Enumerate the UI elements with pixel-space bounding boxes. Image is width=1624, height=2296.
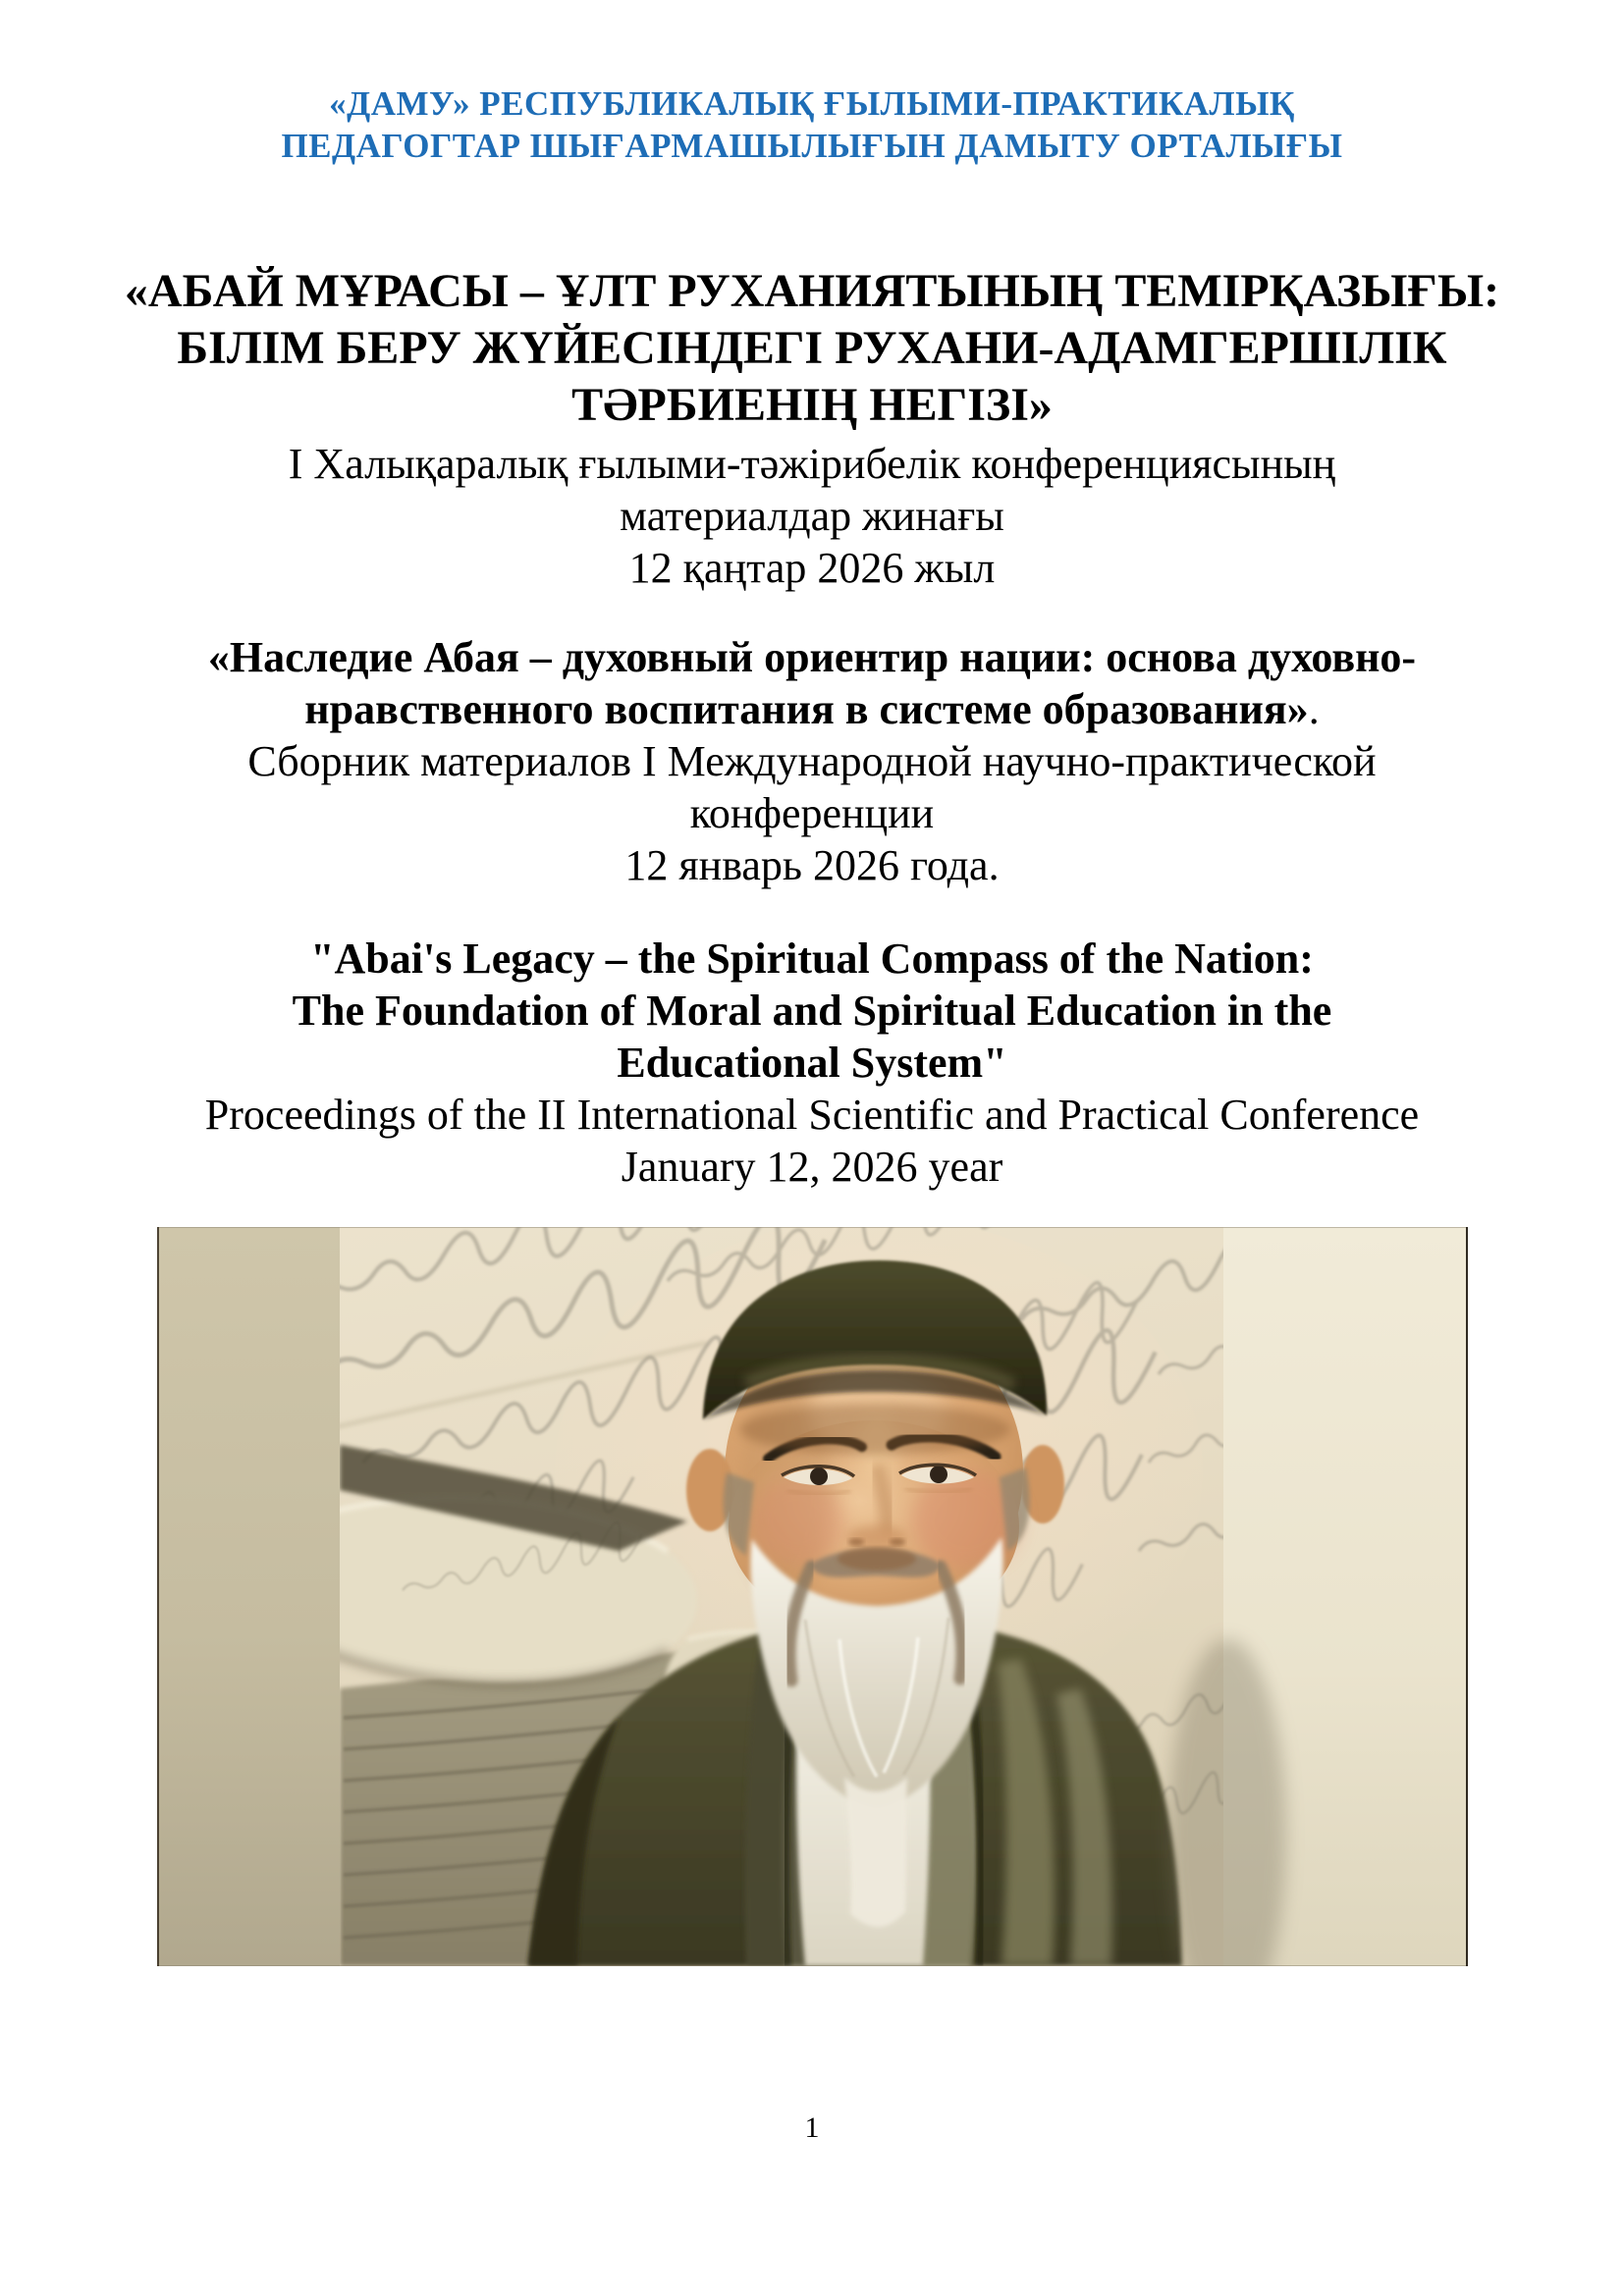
russian-title-line-1: «Наследие Абая – духовный ориентир нации: основа духовно-: [207, 633, 1417, 681]
kazakh-subtitle: [0, 438, 1624, 594]
russian-title-line-2-text: нравственного воспитания в системе образования»: [304, 685, 1309, 733]
russian-section: [0, 631, 1624, 891]
english-date: January 12, 2026 year: [621, 1143, 1003, 1191]
english-title-line-2: The Foundation of Moral and Spiritual Education in the: [292, 987, 1332, 1035]
russian-date: 12 январь 2026 года.: [624, 841, 1000, 889]
kazakh-date: 12 қаңтар 2026 жыл: [628, 544, 996, 592]
kazakh-title-line-3: ТӘРБИЕНІҢ НЕГІЗІ»: [571, 379, 1053, 431]
page-number: 1: [804, 2111, 820, 2144]
abai-portrait-image: [157, 1227, 1468, 1966]
russian-title-period: .: [1308, 685, 1320, 733]
kazakh-title-line-2: БІЛІМ БЕРУ ЖҮЙЕСІНДЕГІ РУХАНИ-АДАМГЕРШІЛІК: [177, 322, 1447, 374]
header-line-2: ПЕДАГОГТАР ШЫҒАРМАШЫЛЫҒЫН ДАМЫТУ ОРТАЛЫҒЫ: [281, 127, 1343, 165]
russian-subtitle-line-2: конференции: [689, 789, 935, 837]
russian-title-line-2: [0, 683, 1624, 735]
kazakh-title: [0, 263, 1624, 434]
abai-portrait-illustration: [157, 1227, 1468, 1966]
kazakh-subtitle-line-1: І Халықаралық ғылыми-тәжірибелік конференциясының: [288, 440, 1336, 488]
russian-subtitle-line-1: Сборник материалов І Международной научно-практической: [247, 737, 1377, 785]
header-line-1: «ДАМУ» РЕСПУБЛИКАЛЫҚ ҒЫЛЫМИ-ПРАКТИКАЛЫҚ: [329, 84, 1295, 123]
english-section: [0, 933, 1624, 1193]
english-subtitle: Proceedings of the II International Scientific and Practical Conference: [204, 1091, 1420, 1139]
kazakh-title-line-1: «АБАЙ МҰРАСЫ – ҰЛТ РУХАНИЯТЫНЫҢ ТЕМІРҚАЗЫҒЫ:: [124, 265, 1500, 317]
english-title-line-3: Educational System": [617, 1039, 1007, 1087]
organization-header: [0, 82, 1624, 167]
english-title-line-1: "Abai's Legacy – the Spiritual Compass of the Nation:: [310, 934, 1314, 983]
kazakh-subtitle-line-2: материалдар жинағы: [620, 492, 1004, 540]
